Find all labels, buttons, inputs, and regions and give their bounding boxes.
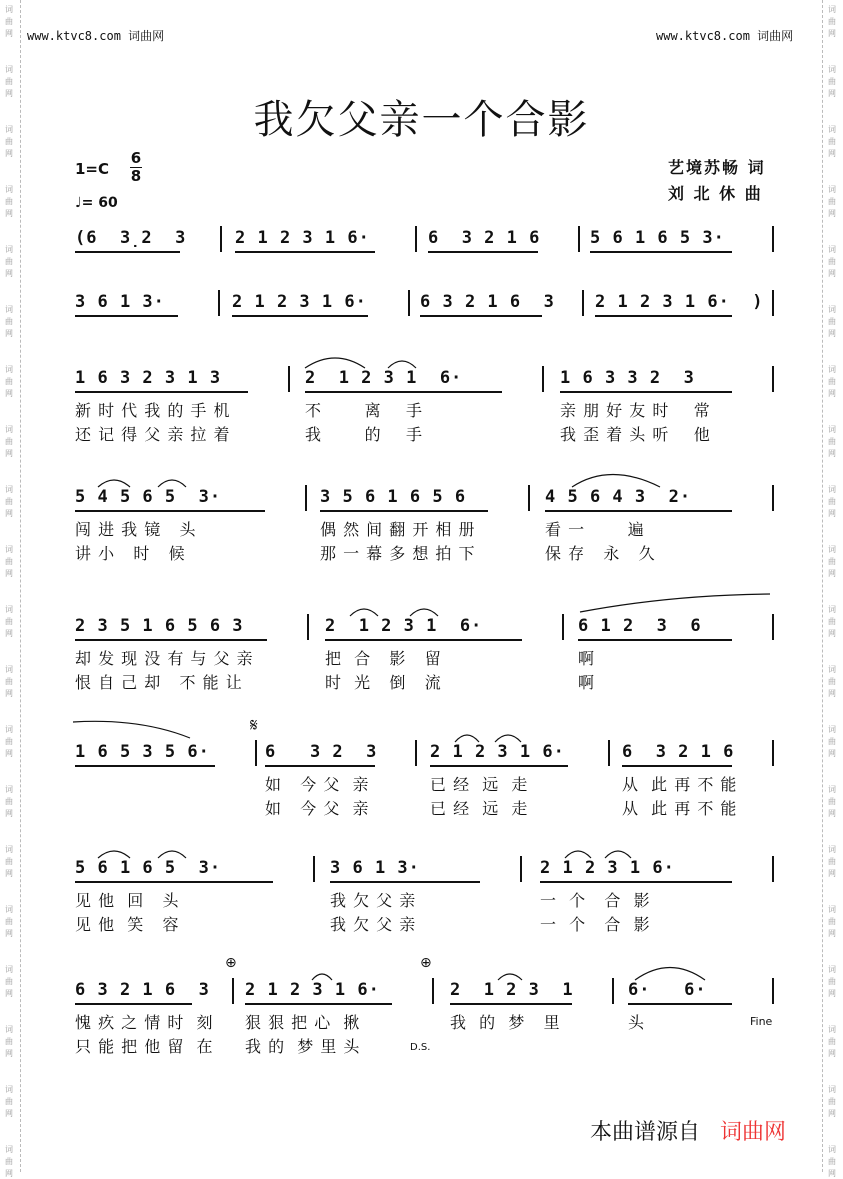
lyric-verse-1: 见 他 回 头	[75, 891, 180, 910]
coda-mark: ⊕	[225, 955, 237, 971]
margin-mark-glyph: 曲	[828, 137, 836, 146]
margin-mark-glyph: 网	[5, 149, 13, 158]
margin-mark-glyph: 曲	[5, 1037, 13, 1046]
lyric-verse-1: 啊	[578, 649, 596, 668]
margin-mark-glyph: 词	[828, 245, 836, 254]
margin-mark-glyph: 词	[828, 1145, 836, 1154]
lyric-verse-2: 那 一 幕 多 想 拍 下	[320, 544, 476, 563]
slur	[495, 735, 521, 742]
lyric-verse-1: 狠 狠 把 心 揪	[245, 1013, 361, 1032]
margin-mark-glyph: 词	[5, 725, 13, 734]
measure-notes: 2 1 2 3 1 6·	[235, 228, 370, 248]
measure-notes: 2 1 2 3 1 6· )	[595, 292, 764, 312]
lyric-verse-2: 啊	[578, 673, 596, 692]
lyric-verse-2: 一 个 合 影	[540, 915, 651, 934]
measure-notes: (6 3̣2 3	[75, 228, 187, 248]
measure-notes: 5 6 1 6 5 3·	[590, 228, 725, 248]
source-footer	[590, 1115, 786, 1146]
margin-mark-glyph: 曲	[828, 977, 836, 986]
composer-credit: 刘 北 休 曲	[668, 184, 763, 203]
margin-mark-glyph: 词	[5, 965, 13, 974]
lyric-verse-1: 亲 朋 好 友 时 常	[560, 401, 711, 420]
margin-mark-glyph: 曲	[5, 17, 13, 26]
lyric-verse-2: 见 他 笑 容	[75, 915, 180, 934]
lyric-verse-2: 我 欠 父 亲	[330, 915, 417, 934]
margin-mark-glyph: 词	[828, 605, 836, 614]
margin-mark-glyph: 网	[828, 629, 836, 638]
source-text: 本曲谱源自	[590, 1120, 701, 1145]
margin-mark-glyph: 词	[828, 5, 836, 14]
margin-mark-glyph: 网	[5, 89, 13, 98]
lyric-verse-1: 如 今 父 亲	[265, 775, 370, 794]
lyric-verse-1: 一 个 合 影	[540, 891, 651, 910]
measure-notes: 1 6 5 3 5 6·	[75, 742, 210, 762]
margin-mark-glyph: 网	[828, 89, 836, 98]
meter-bottom: 8	[130, 167, 142, 185]
margin-mark-glyph: 曲	[828, 917, 836, 926]
measure-notes: 2 1 2 3 1 6·	[325, 616, 483, 636]
measure-notes: 6 3 2 1 6	[622, 742, 735, 762]
measure-notes: 2 1 2 3 1 6·	[540, 858, 675, 878]
margin-mark-glyph: 词	[828, 665, 836, 674]
margin-mark-glyph: 词	[5, 545, 13, 554]
margin-mark-glyph: 网	[828, 1169, 836, 1178]
margin-mark-glyph: 曲	[5, 197, 13, 206]
margin-mark-glyph: 网	[828, 1109, 836, 1118]
lyric-verse-1: 不 离 手	[305, 401, 423, 420]
margin-mark-glyph: 词	[5, 905, 13, 914]
margin-mark-glyph: 曲	[828, 197, 836, 206]
ds-mark: D.S.	[410, 1042, 431, 1053]
margin-mark-glyph: 网	[828, 749, 836, 758]
margin-mark-glyph: 网	[5, 1049, 13, 1058]
measure-notes: 4 5 6 4 3 2·	[545, 487, 692, 507]
margin-mark-glyph: 曲	[5, 497, 13, 506]
margin-mark-glyph: 曲	[5, 1097, 13, 1106]
margin-mark-glyph: 曲	[828, 317, 836, 326]
lyric-verse-2: 恨 自 己 却 不 能 让	[75, 673, 243, 692]
margin-mark-glyph: 网	[828, 869, 836, 878]
margin-mark-glyph: 网	[5, 569, 13, 578]
slur	[158, 480, 186, 487]
slur	[410, 609, 438, 616]
slur	[565, 851, 591, 858]
margin-mark-glyph: 网	[5, 869, 13, 878]
slur	[605, 851, 631, 858]
slur	[580, 594, 770, 612]
slur	[98, 480, 130, 487]
margin-mark-glyph: 网	[828, 929, 836, 938]
margin-mark-glyph: 曲	[828, 437, 836, 446]
margin-mark-glyph: 网	[5, 809, 13, 818]
margin-mark-glyph: 词	[828, 485, 836, 494]
lyric-verse-1: 已 经 远 走	[430, 775, 529, 794]
lyric-verse-1: 我 欠 父 亲	[330, 891, 417, 910]
margin-mark-glyph: 曲	[5, 1157, 13, 1166]
source-brand: 词曲网	[720, 1120, 787, 1145]
slur	[498, 974, 522, 980]
slur	[388, 361, 416, 368]
margin-mark-glyph: 曲	[5, 617, 13, 626]
margin-mark-glyph: 网	[5, 269, 13, 278]
measure-notes: 3 6 1 3·	[330, 858, 420, 878]
segno-mark: 𝄋	[250, 715, 258, 736]
measure-notes: 2 3 5 1 6 5 6 3	[75, 616, 244, 636]
lyric-verse-1: 闯 进 我 镜 头	[75, 520, 197, 539]
lyric-verse-1: 愧 疚 之 情 时 刻	[75, 1013, 214, 1032]
margin-mark-glyph: 曲	[828, 1157, 836, 1166]
lyric-verse-2: 已 经 远 走	[430, 799, 529, 818]
slur	[455, 735, 479, 742]
measure-notes: 6 1 2 3 6	[578, 616, 702, 636]
measure-notes: 1 6 3 2 3 1 3	[75, 368, 222, 388]
measure-notes: 2 1 2 3 1 6·	[305, 368, 463, 388]
margin-mark-glyph: 词	[828, 305, 836, 314]
slur	[158, 851, 186, 858]
margin-mark-glyph: 曲	[5, 737, 13, 746]
lyricist-credit: 艺境苏畅 词	[668, 158, 766, 177]
margin-mark-glyph: 网	[828, 1049, 836, 1058]
lyric-verse-1: 把 合 影 留	[325, 649, 442, 668]
margin-mark-glyph: 网	[828, 809, 836, 818]
margin-mark-glyph: 曲	[5, 797, 13, 806]
margin-mark-glyph: 词	[5, 245, 13, 254]
measure-notes: 2 1 2 3 1 6·	[232, 292, 367, 312]
margin-mark-glyph: 网	[5, 749, 13, 758]
measure-notes: 5 6 1 6 5 3·	[75, 858, 222, 878]
margin-mark-glyph: 词	[5, 5, 13, 14]
margin-mark-glyph: 词	[5, 785, 13, 794]
margin-mark-glyph: 词	[5, 1145, 13, 1154]
margin-mark-glyph: 词	[828, 185, 836, 194]
slur	[350, 609, 378, 616]
lyric-verse-2: 如 今 父 亲	[265, 799, 370, 818]
margin-mark-glyph: 曲	[5, 557, 13, 566]
margin-mark-glyph: 网	[5, 1109, 13, 1118]
song-title: 我欠父亲一个合影	[253, 97, 590, 143]
margin-mark-glyph: 网	[828, 269, 836, 278]
slur	[305, 358, 365, 368]
margin-mark-glyph: 词	[5, 1085, 13, 1094]
margin-mark-glyph: 词	[828, 65, 836, 74]
margin-mark-glyph: 词	[828, 425, 836, 434]
lyric-verse-1: 从 此 再 不 能	[622, 775, 738, 794]
margin-mark-glyph: 曲	[828, 617, 836, 626]
lyric-verse-2: 时 光 倒 流	[325, 673, 442, 692]
measure-notes: 3 5 6 1 6 5 6	[320, 487, 467, 507]
margin-mark-glyph: 曲	[828, 677, 836, 686]
measure-notes: 2 1 2 3 1 6·	[245, 980, 380, 1000]
slur	[73, 721, 190, 738]
url-left: www.ktvc8.com 词曲网	[27, 29, 165, 43]
margin-mark-glyph: 曲	[5, 317, 13, 326]
measure-notes: 2 1 2 3 1	[450, 980, 574, 1000]
margin-mark-glyph: 曲	[828, 497, 836, 506]
margin-mark-glyph: 网	[828, 989, 836, 998]
margin-mark-glyph: 网	[828, 149, 836, 158]
margin-mark-glyph: 曲	[5, 377, 13, 386]
lyric-verse-1: 新 时 代 我 的 手 机	[75, 401, 231, 420]
lyric-verse-2: 保 存 永 久	[545, 544, 656, 563]
measure-notes: 6 3 2 1 6 3	[420, 292, 555, 312]
lyric-verse-2: 我 歪 着 头 听 他	[560, 425, 711, 444]
lyric-verse-2: 讲 小 时 候	[75, 544, 186, 563]
margin-mark-glyph: 词	[5, 485, 13, 494]
margin-mark-glyph: 曲	[5, 977, 13, 986]
lyric-verse-1: 看 一 遍	[545, 520, 645, 539]
margin-mark-glyph: 词	[828, 1025, 836, 1034]
lyric-verse-1: 却 发 现 没 有 与 父 亲	[75, 649, 254, 668]
margin-mark-glyph: 词	[5, 305, 13, 314]
margin-mark-glyph: 曲	[5, 137, 13, 146]
margin-mark-glyph: 词	[828, 1085, 836, 1094]
margin-mark-glyph: 曲	[828, 257, 836, 266]
margin-mark-glyph: 词	[828, 125, 836, 134]
margin-mark-glyph: 网	[828, 449, 836, 458]
margin-mark-glyph: 网	[5, 1169, 13, 1178]
margin-mark-glyph: 词	[5, 365, 13, 374]
measure-notes: 2 1 2 3 1 6·	[430, 742, 565, 762]
measure-notes: 5 4 5 6 5 3·	[75, 487, 222, 507]
margin-mark-glyph: 词	[5, 125, 13, 134]
margin-mark-glyph: 曲	[5, 677, 13, 686]
margin-mark-glyph: 曲	[5, 77, 13, 86]
margin-mark-glyph: 词	[5, 425, 13, 434]
margin-mark-glyph: 曲	[828, 377, 836, 386]
slur	[98, 851, 130, 858]
margin-mark-glyph: 网	[5, 329, 13, 338]
margin-mark-glyph: 网	[828, 689, 836, 698]
margin-mark-glyph: 网	[5, 509, 13, 518]
slur	[572, 475, 660, 488]
measure-notes: 6 3 2 1 6	[428, 228, 541, 248]
margin-mark-glyph: 曲	[828, 857, 836, 866]
margin-mark-glyph: 词	[828, 725, 836, 734]
lyric-verse-2: 还 记 得 父 亲 拉 着	[75, 425, 231, 444]
margin-mark-glyph: 曲	[828, 557, 836, 566]
margin-mark-glyph: 网	[5, 209, 13, 218]
slur	[312, 974, 332, 980]
lyric-verse-2: 只 能 把 他 留 在	[75, 1037, 214, 1056]
margin-mark-glyph: 词	[5, 185, 13, 194]
meter-top: 6	[130, 149, 142, 167]
margin-mark-glyph: 网	[828, 209, 836, 218]
margin-mark-glyph: 曲	[5, 257, 13, 266]
lyric-verse-2: 我 的 梦 里 头	[245, 1037, 361, 1056]
coda-mark-2: ⊕	[420, 955, 432, 971]
margin-mark-glyph: 网	[828, 329, 836, 338]
lyric-verse-2: 从 此 再 不 能	[622, 799, 738, 818]
measure-notes: 1 6 3 3 2 3	[560, 368, 695, 388]
margin-mark-glyph: 网	[828, 29, 836, 38]
fine-mark: Fine	[750, 1015, 773, 1028]
margin-mark-glyph: 曲	[828, 1097, 836, 1106]
url-right: www.ktvc8.com 词曲网	[656, 29, 794, 43]
margin-mark-glyph: 词	[5, 845, 13, 854]
margin-mark-glyph: 网	[5, 449, 13, 458]
margin-mark-glyph: 词	[828, 365, 836, 374]
margin-mark-glyph: 网	[5, 989, 13, 998]
measure-notes: 3 6 1 3·	[75, 292, 165, 312]
slur	[635, 968, 705, 981]
margin-mark-glyph: 曲	[5, 437, 13, 446]
margin-mark-glyph: 网	[5, 389, 13, 398]
margin-mark-glyph: 词	[5, 65, 13, 74]
margin-mark-glyph: 词	[828, 785, 836, 794]
margin-mark-glyph: 词	[828, 545, 836, 554]
measure-notes: 6 3 2 3	[265, 742, 378, 762]
lyric-verse-2: 我 的 手	[305, 425, 423, 444]
margin-mark-glyph: 词	[828, 965, 836, 974]
margin-mark-glyph: 网	[5, 629, 13, 638]
margin-mark-glyph: 网	[5, 689, 13, 698]
margin-mark-glyph: 词	[5, 605, 13, 614]
margin-mark-glyph: 词	[828, 845, 836, 854]
margin-mark-glyph: 曲	[828, 797, 836, 806]
lyric-verse-1: 头	[628, 1013, 646, 1032]
margin-mark-glyph: 词	[5, 665, 13, 674]
margin-mark-glyph: 网	[5, 29, 13, 38]
margin-mark-glyph: 词	[5, 1025, 13, 1034]
lyric-verse-1: 偶 然 间 翻 开 相 册	[320, 520, 476, 539]
margin-mark-glyph: 曲	[828, 1037, 836, 1046]
key-signature: 1=C	[75, 160, 110, 178]
margin-mark-glyph: 曲	[5, 917, 13, 926]
margin-mark-glyph: 曲	[828, 17, 836, 26]
margin-mark-glyph: 网	[5, 929, 13, 938]
tempo-mark: ♩= 60	[75, 195, 118, 211]
lyric-verse-1: 我 的 梦 里	[450, 1013, 561, 1032]
margin-mark-glyph: 曲	[5, 857, 13, 866]
margin-mark-glyph: 词	[828, 905, 836, 914]
margin-mark-glyph: 网	[828, 389, 836, 398]
measure-notes: 6 3 2 1 6 3	[75, 980, 210, 1000]
margin-mark-glyph: 曲	[828, 737, 836, 746]
measure-notes: 6· 6·	[628, 980, 707, 1000]
margin-mark-glyph: 网	[828, 569, 836, 578]
margin-mark-glyph: 网	[828, 509, 836, 518]
margin-mark-glyph: 曲	[828, 77, 836, 86]
